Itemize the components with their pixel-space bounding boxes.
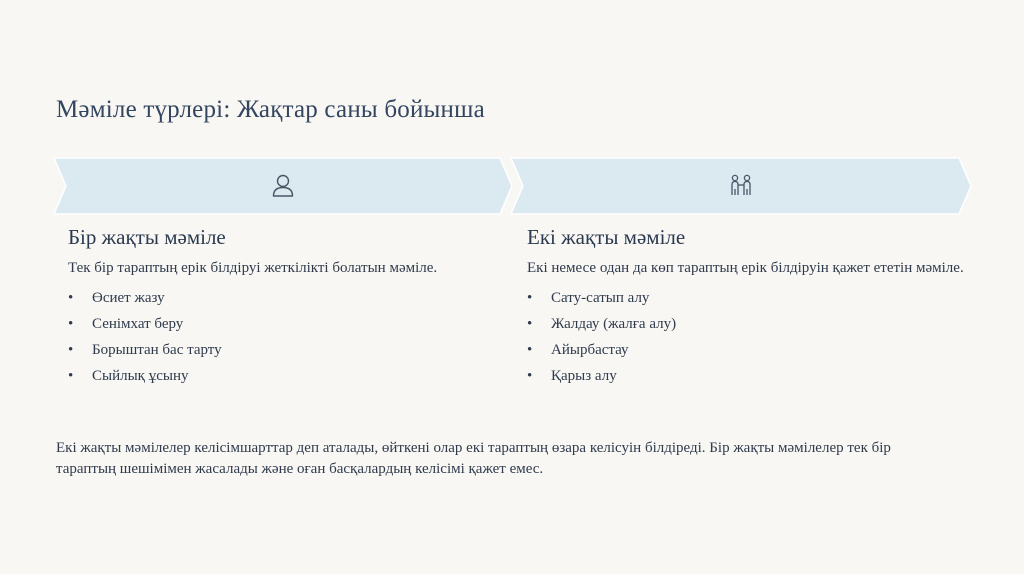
banner-single-party [53,157,513,215]
list-item: • Жалдау (жалға алу) [527,311,967,337]
slide-title: Мәміле түрлері: Жақтар саны бойынша [56,96,485,123]
single-party-column [68,222,508,389]
list-item: • Сыйлық ұсыну [68,363,508,389]
single-party-list [68,285,508,389]
two-party-description: Екі немесе одан да көп тараптың ерік білдіруін қажет ететін мәміле. [527,260,964,276]
single-party-description: Тек бір тараптың ерік білдіруі жеткілікті болатын мәміле. [68,260,438,276]
person-icon [268,171,298,201]
two-party-column [527,222,967,389]
banner-two-party [510,157,972,215]
two-people-icon [726,171,756,201]
summary-paragraph: Екі жақты мәмілелер келісімшарттар деп аталады, өйткені олар екі тараптың өзара келісуін білдіреді. Бір жақты мәмілелер тек бір тараптың шешімімен жасалады және оған басқалардың келісімі қажет емес. [56,440,891,477]
two-party-heading: Екі жақты мәміле [527,225,686,249]
list-item: • Айырбастау [527,337,967,363]
list-item: • Қарыз алу [527,363,967,389]
list-item: • Сату-сатып алу [527,285,967,311]
single-party-heading: Бір жақты мәміле [68,225,226,249]
list-item: • Сенімхат беру [68,311,508,337]
list-item: • Өсиет жазу [68,285,508,311]
two-party-list [527,285,967,389]
list-item: • Борыштан бас тарту [68,337,508,363]
